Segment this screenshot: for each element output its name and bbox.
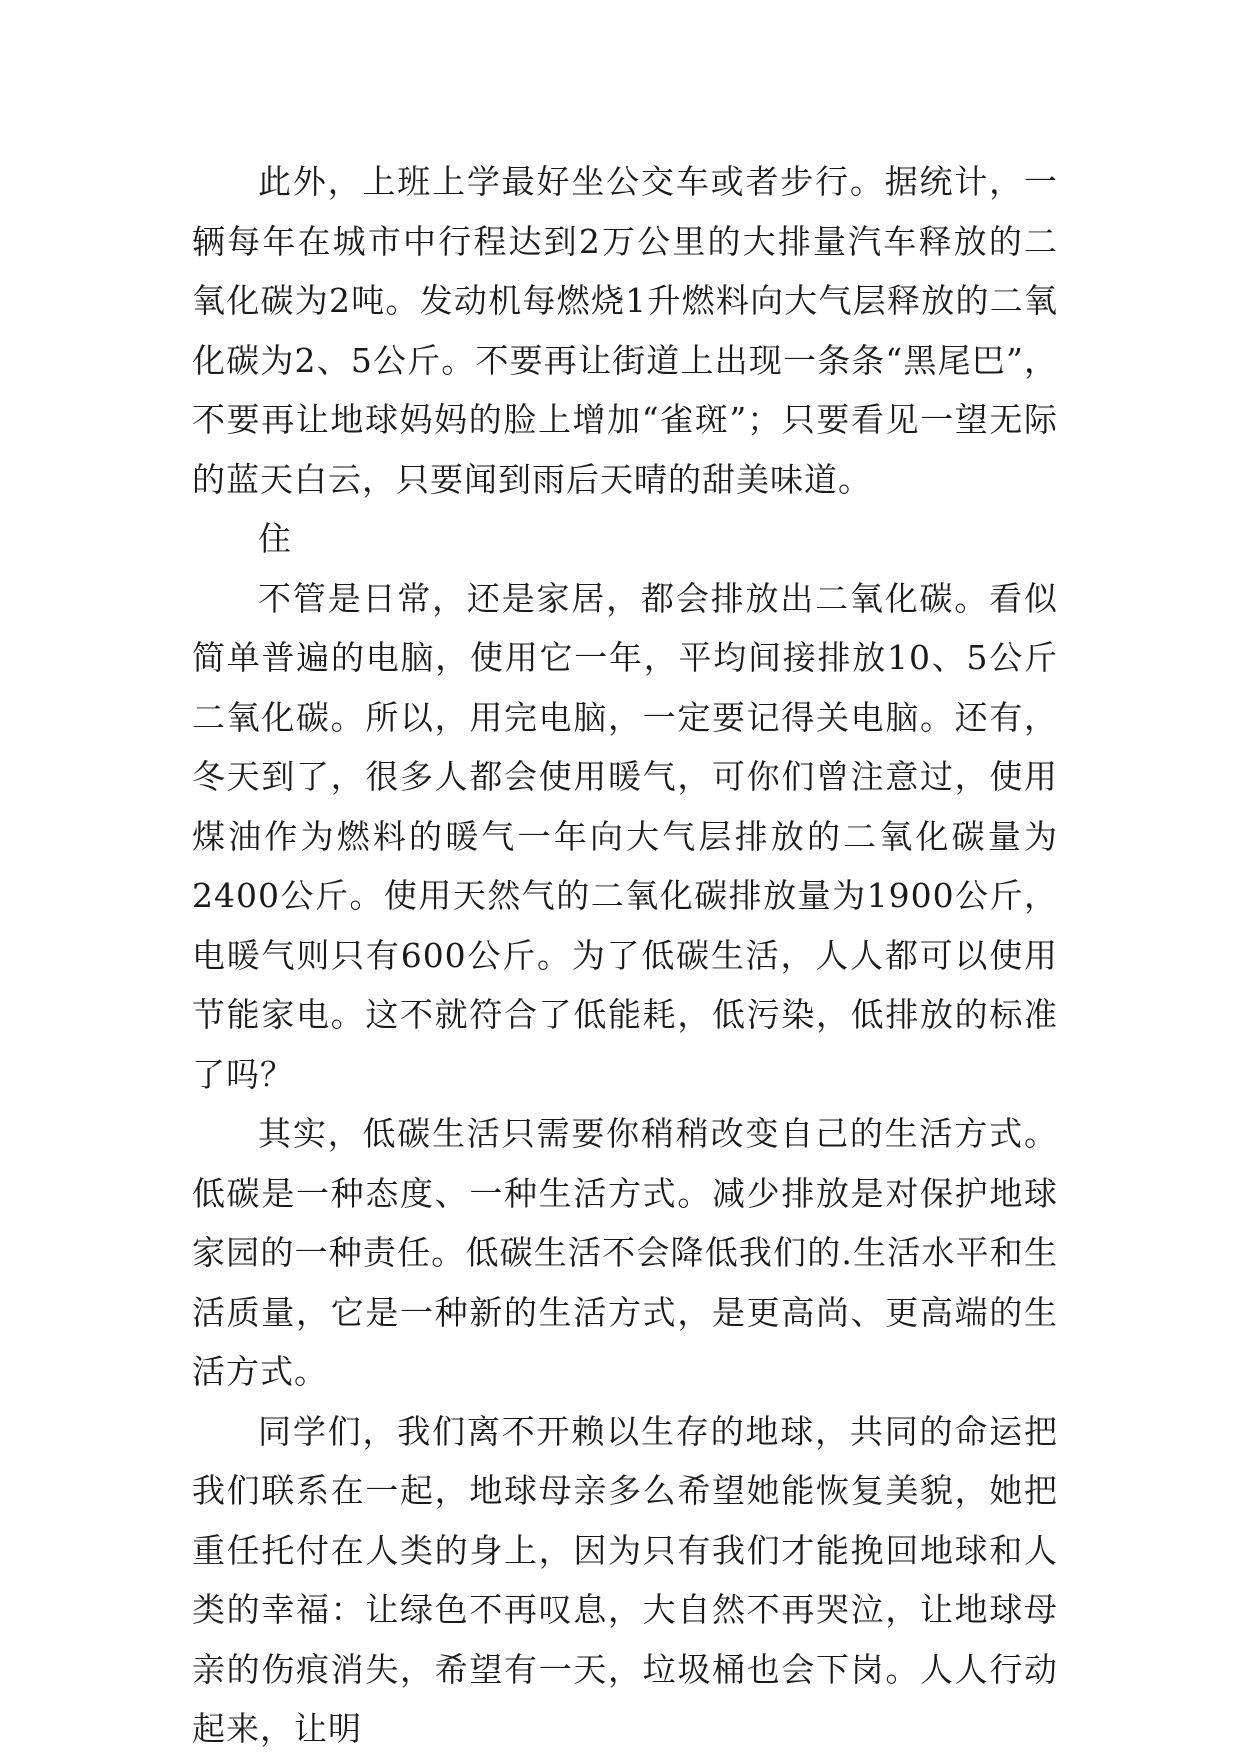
paragraph-appeal: 同学们，我们离不开赖以生存的地球，共同的命运把我们联系在一起，地球母亲多么希望她能恢复美貌，她把重任托付在人类的身上，因为只有我们才能挽回地球和人类的幸福：让绿色不再叹息，大自然不再哭泣，让地球母亲的伤痕消失，希望有一天，垃圾桶也会下岗。人人行动起来，让明 — [192, 1411, 1058, 1748]
paragraph-lifestyle: 其实，低碳生活只需要你稍稍改变自己的生活方式。低碳是一种态度、一种生活方式。减少排放是对保护地球家园的一种责任。低碳生活不会降低我们的.生活水平和生活质量，它是一种新的生活方式，是更高尚、更高端的生活方式。 — [192, 1114, 1058, 1391]
section-heading-housing: 住 — [258, 519, 292, 558]
paragraph-transport: 此外，上班上学最好坐公交车或者步行。据统计，一辆每年在城市中行程达到2万公里的大排量汽车释放的二氧化碳为2吨。发动机每燃烧1升燃料向大气层释放的二氧化碳为2、5公斤。不要再让街道上出现一条条“黑尾巴”，不要再让地球妈妈的脸上增加“雀斑”；只要看见一望无际的蓝天白云，只要闻到雨后天晴的甜美味道。 — [192, 162, 1058, 499]
paragraph-housing: 不管是日常，还是家居，都会排放出二氧化碳。看似简单普遍的电脑，使用它一年，平均间接排放10、5公斤二氧化碳。所以，用完电脑，一定要记得关电脑。还有，冬天到了，很多人都会使用暖气，可你们曾注意过，使用煤油作为燃料的暖气一年向大气层排放的二氧化碳量为2400公斤。使用天然气的二氧化碳排放量为1900公斤，电暖气则只有600公斤。为了低碳生活，人人都可以使用节能家电。这不就符合了低能耗，低污染，低排放的标准了吗？ — [192, 578, 1058, 1094]
document-body — [192, 152, 1058, 1759]
